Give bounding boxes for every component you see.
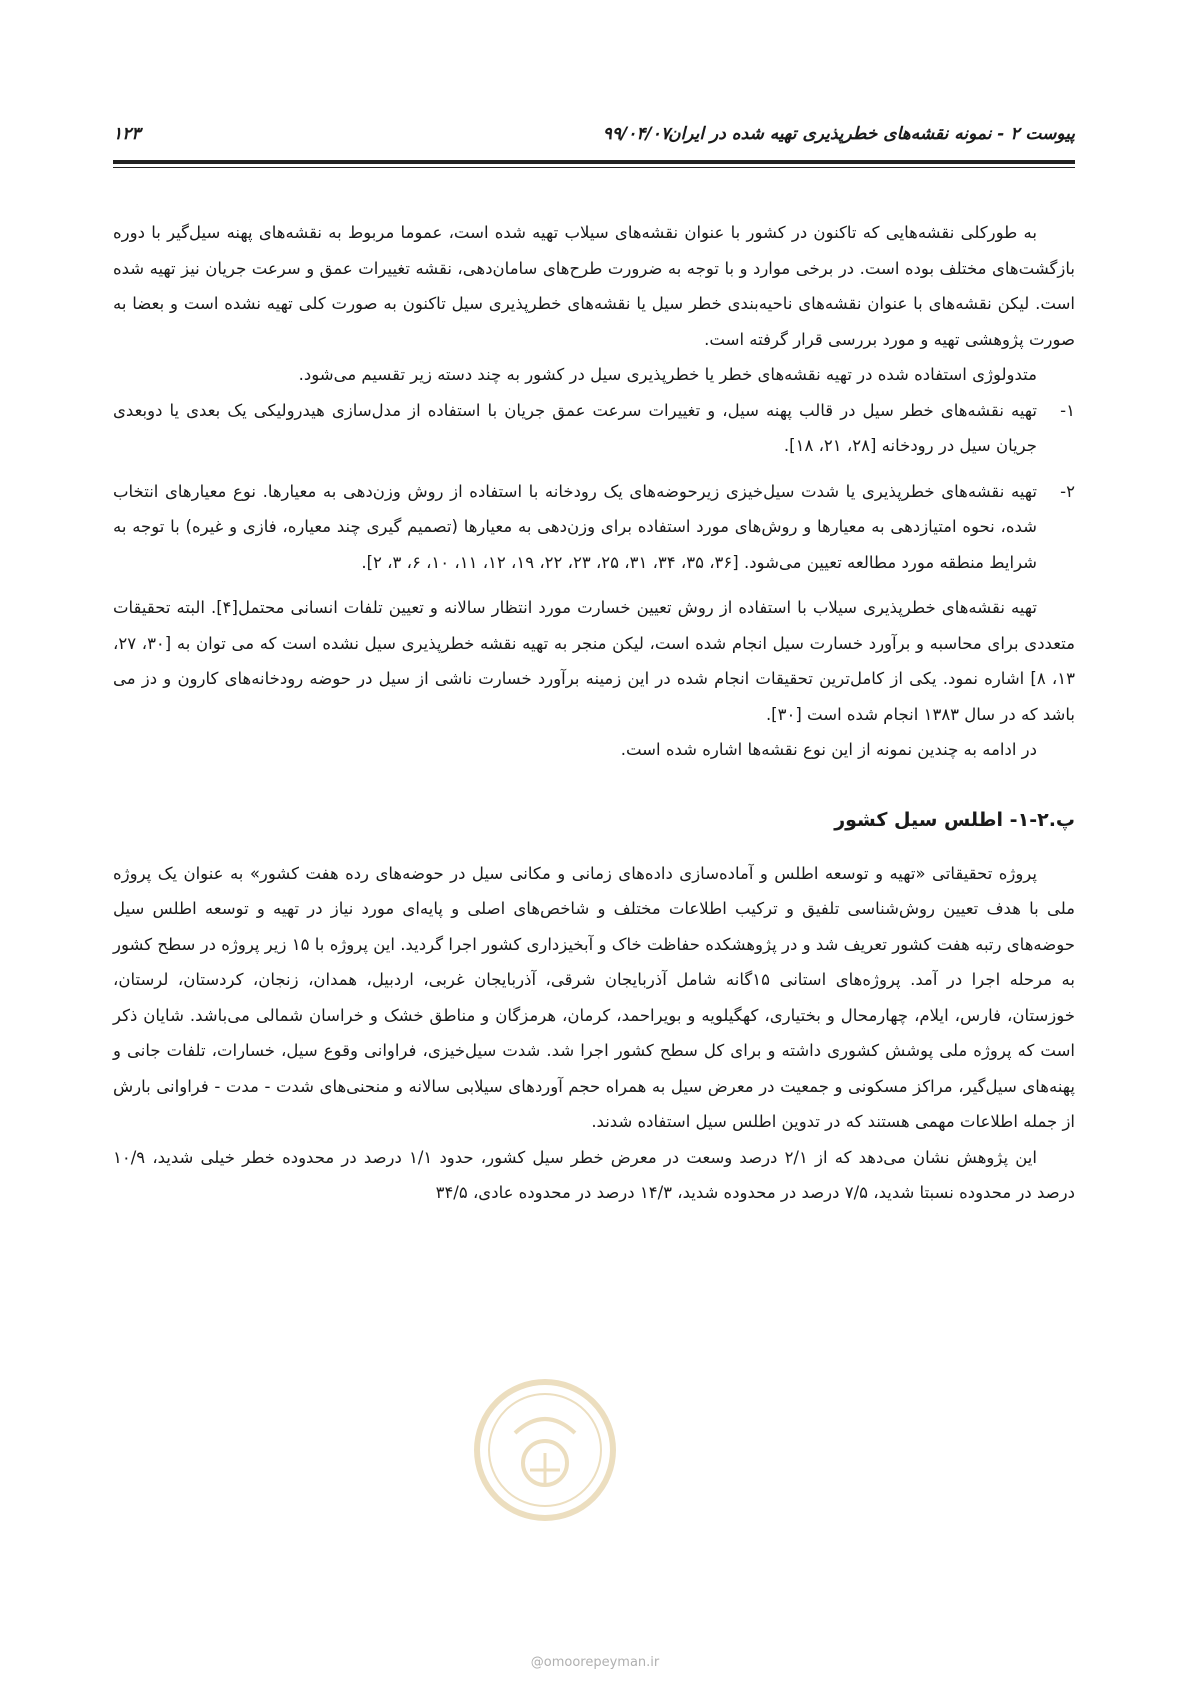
list-item-number: ۲- (1060, 481, 1075, 501)
list-item-number: ۱- (1060, 400, 1075, 420)
paragraph: تهیه نقشه‌های خطرپذیری سیلاب با استفاده از روش تعیین خسارت مورد انتظار سالانه و تعیین تلفات انسانی محتمل[۴]. البته تحقیقات متعددی برای محاسبه و برآورد خسارت سیل انجام شده است، لیکن منجر به تهیه نقشه خطرپذیری سیل نشده است که می توان به [۳۰، ۲۷، ۱۳، ۸] اشاره نمود. یکی از کامل‌ترین تحقیقات انجام شده در این زمینه برآورد خسارت ناشی از سیل در حوضه رودخانه‌های کارون و دز می باشد که در سال ۱۳۸۳ انجام شده است [۳۰]. (113, 598, 1075, 724)
list-item-text: تهیه نقشه‌های خطر سیل در قالب پهنه سیل، و تغییرات سرعت عمق جریان با استفاده از مدل‌سازی هیدرولیکی یک بعدی یا دوبعدی جریان سیل در رودخانه [۲۸، ۲۱، ۱۸]. (113, 400, 1037, 455)
header-title: پیوست ۲ - نمونه نقشه‌های خطرپذیری تهیه شده در ایران (668, 124, 1075, 144)
section-heading: پ.۲-۱- اطلس سیل کشور (834, 808, 1075, 831)
paragraph: در ادامه به چندین نمونه از این نوع نقشه‌ها اشاره شده است. (620, 740, 1037, 759)
page-body (113, 215, 1075, 1211)
list-item-text: تهیه نقشه‌های خطرپذیری یا شدت سیل‌خیزی زیرحوضه‌های یک رودخانه با استفاده از روش وزن‌دهی به معیارها. نوع معیارهای انتخاب شده، نحوه امتیازدهی به معیارها و روش‌های مورد استفاده برای وزن‌دهی به معیارها (تصمیم گیری چند معیاره، فازی و غیره) با توجه به شرایط منطقه مورد مطالعه تعیین می‌شود. [۳۶، ۳۵، ۳۴، ۳۱، ۲۵، ۲۳، ۲۲، ۱۹، ۱۲، ۱۱، ۱۰، ۶، ۳، ۲]. (113, 481, 1037, 572)
publisher-seal-watermark (470, 1375, 620, 1525)
footer-url-text: omoorepeyman.ir (543, 1655, 660, 1670)
paragraph: پروژه تحقیقاتی «تهیه و توسعه اطلس و آماده‌سازی داده‌های زمانی و مکانی سیل در حوضه‌های رده هفت کشور» به عنوان یک پروژه ملی با هدف تعیین روش‌شناسی تلفیق و ترکیب اطلاعات مختلف و شاخص‌های اصلی و پایه‌ای مورد نیاز در تهیه و توسعه اطلس سیل حوضه‌های رتبه هفت کشور تعریف شد و در پژوهشکده حفاظت خاک و آبخیزداری کشور اجرا گردید. این پروژه با ۱۵ زیر پروژه در سطح کشور به مرحله اجرا در آمد. پروژه‌های استانی ۱۵گانه شامل آذربایجان شرقی، آذربایجان غربی، اردبیل، همدان، زنجان، کردستان، لرستان، خوزستان، فارس، ایلام، چهارمحال و بختیاری، کهگیلویه و بویراحمد، کرمان، هرمزگان و مناطق خشک و خراسان شمالی می‌باشد. شایان ذکر است که پروژه ملی پوشش کشوری داشته و برای کل سطح کشور اجرا شد. شدت سیل‌خیزی، فراوانی وقوع سیل، خسارات، تلفات جانی و پهنه‌های سیل‌گیر، مراکز مسکونی و جمعیت در معرض سیل به همراه حجم آوردهای سیلابی سالانه و منحنی‌های شدت - مدت - فراوانی بارش از جمله اطلاعات مهمی هستند که در تدوین اطلس سیل استفاده شدند. (113, 863, 1075, 1131)
header-date: ۹۹/۰۴/۰۷ (602, 124, 670, 144)
header-rule-thick (113, 160, 1075, 164)
at-icon: @ (530, 1655, 544, 1670)
header-rule-thin (113, 167, 1075, 168)
footer-url (0, 1655, 1190, 1670)
paragraph: متدولوژی استفاده شده در تهیه نقشه‌های خطر یا خطرپذیری سیل در کشور به چند دسته زیر تقسیم می‌شود. (298, 365, 1037, 384)
paragraph: این پژوهش نشان می‌دهد که از ۲/۱ درصد وسعت در معرض خطر سیل کشور، حدود ۱/۱ درصد در محدوده خطر خیلی شدید، ۱۰/۹ درصد در محدوده نسبتا شدید، ۷/۵ درصد در محدوده شدید، ۱۴/۳ درصد در محدوده عادی، ۳۴/۵ (113, 1147, 1075, 1202)
list-item (113, 393, 1075, 464)
page-header (113, 118, 1075, 150)
list-item (113, 474, 1075, 581)
page-number: ۱۲۳ (113, 124, 141, 144)
paragraph: به طورکلی نقشه‌هایی که تاکنون در کشور با عنوان نقشه‌های سیلاب تهیه شده است، عموما مربوط به نقشه‌های پهنه سیل‌گیر با دوره بازگشت‌های مختلف بوده است. در برخی موارد و با توجه به ضرورت طرح‌های سامان‌دهی، نقشه تغییرات عمق و سرعت جریان نیز تهیه شده است. لیکن نقشه‌های با عنوان نقشه‌های ناحیه‌بندی خطر سیل یا نقشه‌های خطرپذیری سیل تاکنون به صورت کلی تهیه نشده است و بعضا به صورت پژوهشی تهیه و مورد بررسی قرار گرفته است. (113, 223, 1075, 349)
